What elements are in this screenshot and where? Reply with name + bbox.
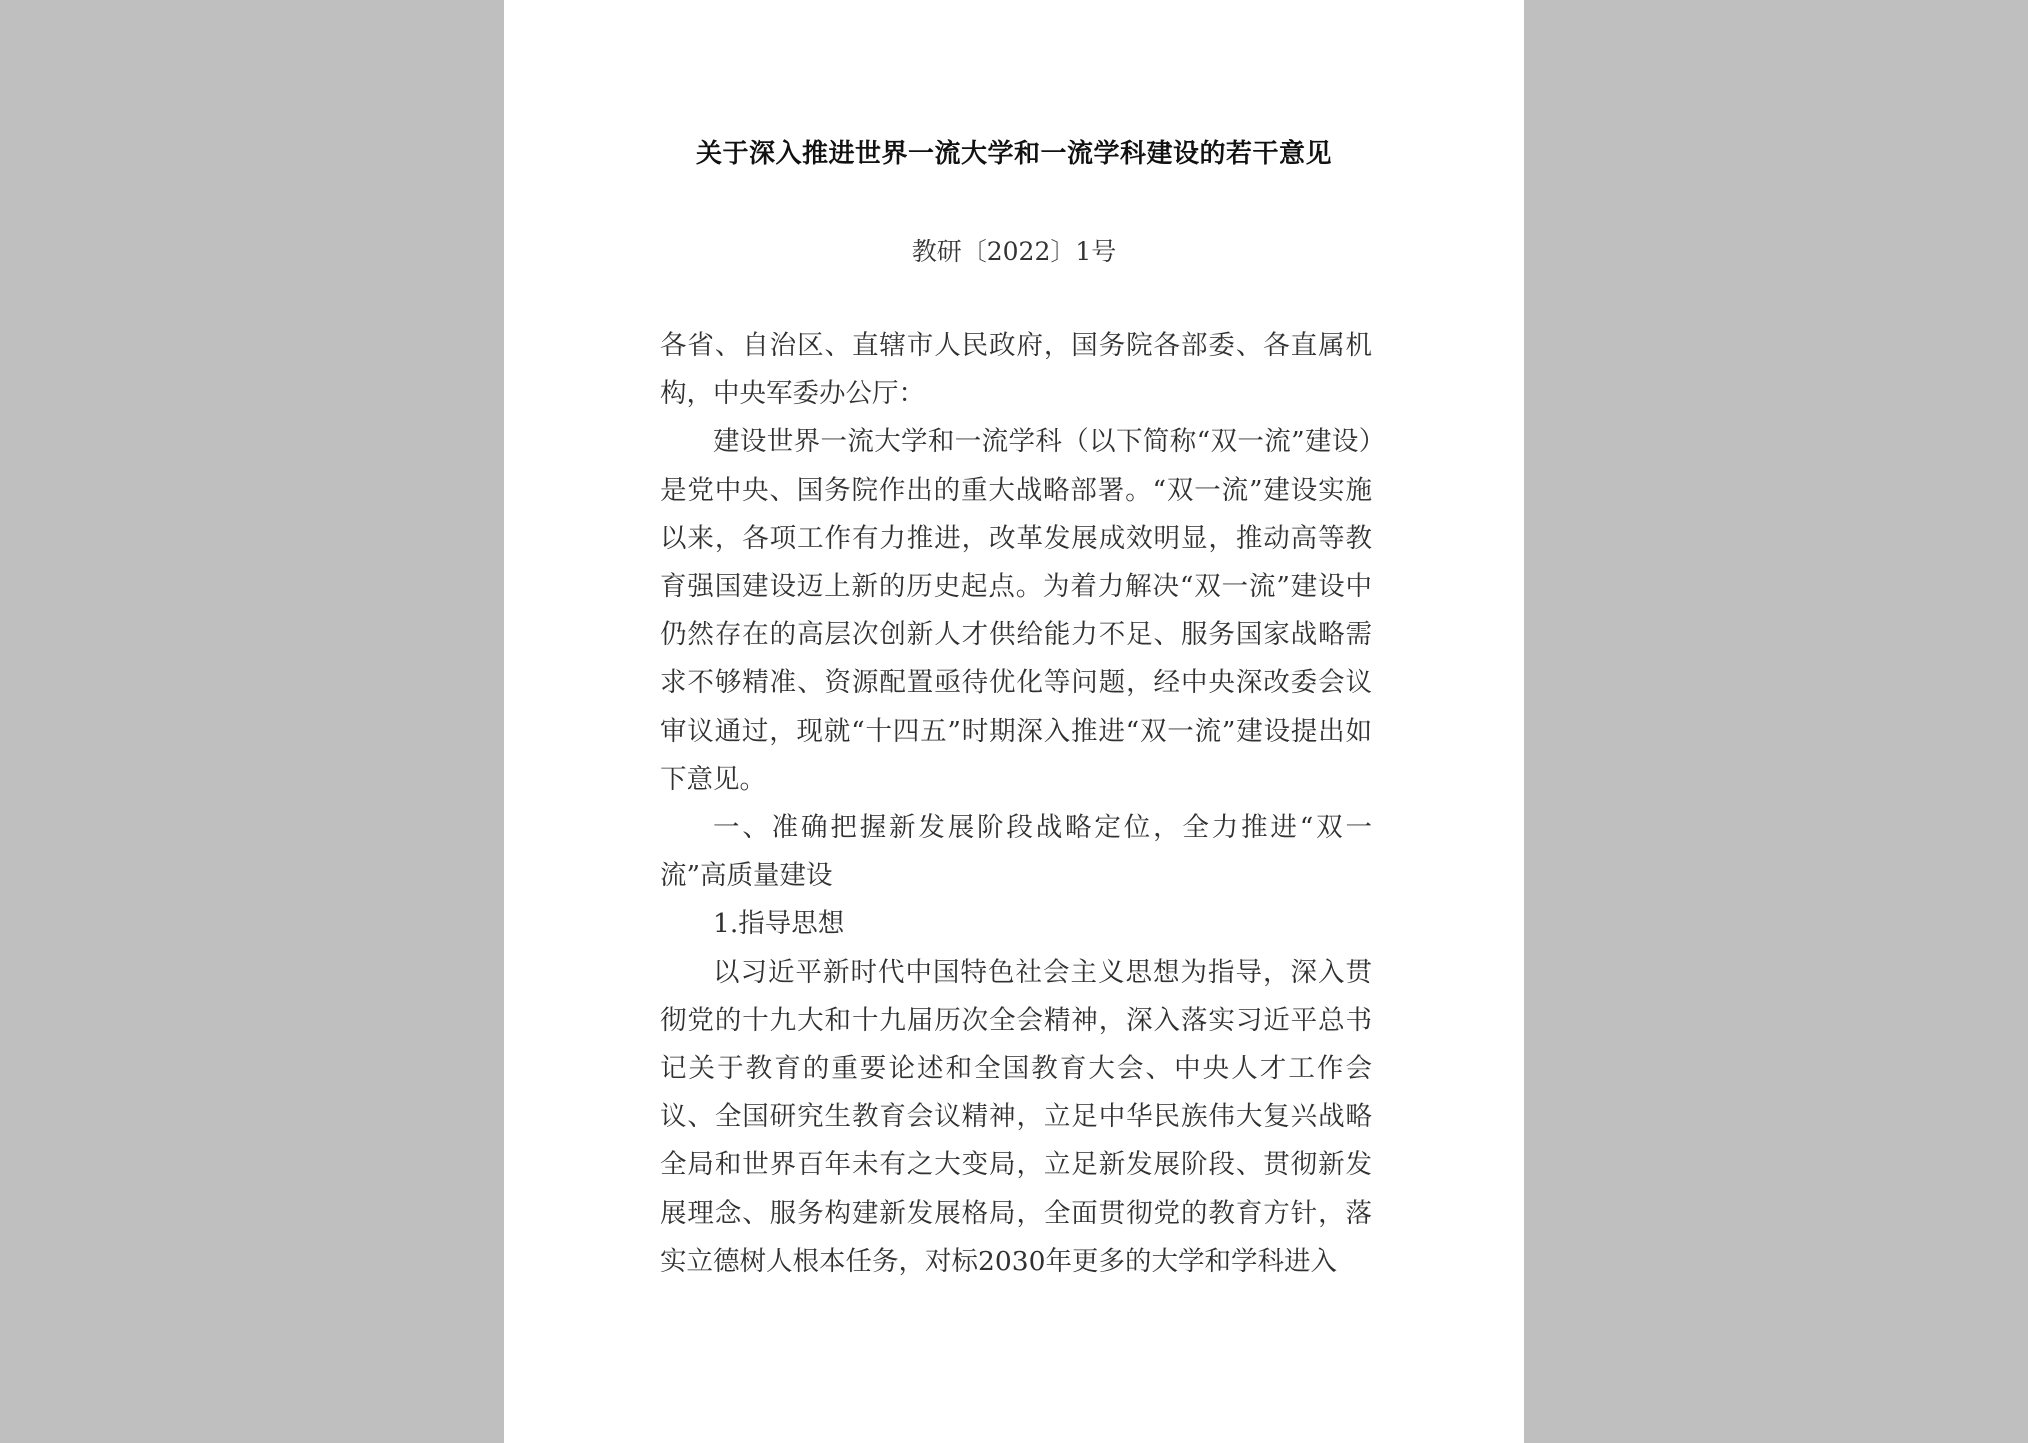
section-heading-1: 一、准确把握新发展阶段战略定位，全力推进“双一流”高质量建设 <box>660 812 1372 892</box>
paragraph-intro: 建设世界一流大学和一流学科（以下简称“双一流”建设）是党中央、国务院作出的重大战略部署。“双一流”建设实施以来，各项工作有力推进，改革发展成效明显，推动高等教育强国建设迈上新的历史起点。为着力解决“双一流”建设中仍然存在的高层次创新人才供给能力不足、服务国家战略需求不够精准、资源配置亟待优化等问题，经中央深改委会议审议通过，现就“十四五”时期深入推进“双一流”建设提出如下意见。 <box>660 426 1372 795</box>
subsection-heading-1: 1.指导思想 <box>713 908 845 940</box>
paragraph-guiding-ideology: 以习近平新时代中国特色社会主义思想为指导，深入贯彻党的十九大和十九届历次全会精神，深入落实习近平总书记关于教育的重要论述和全国教育大会、中央人才工作会议、全国研究生教育会议精神，立足中华民族伟大复兴战略全局和世界百年未有之大变局，立足新发展阶段、贯彻新发展理念、服务构建新发展格局，全面贯彻党的教育方针，落实立德树人根本任务，对标2030年更多的大学和学科进入 <box>660 956 1372 1277</box>
document-page <box>504 0 1524 1443</box>
salutation: 各省、自治区、直辖市人民政府，国务院各部委、各直属机构，中央军委办公厅： <box>660 330 1372 410</box>
document-body <box>660 322 1372 1286</box>
document-number: 教研〔2022〕1号 <box>911 237 1117 266</box>
document-title: 关于深入推进世界一流大学和一流学科建设的若干意见 <box>695 139 1332 169</box>
